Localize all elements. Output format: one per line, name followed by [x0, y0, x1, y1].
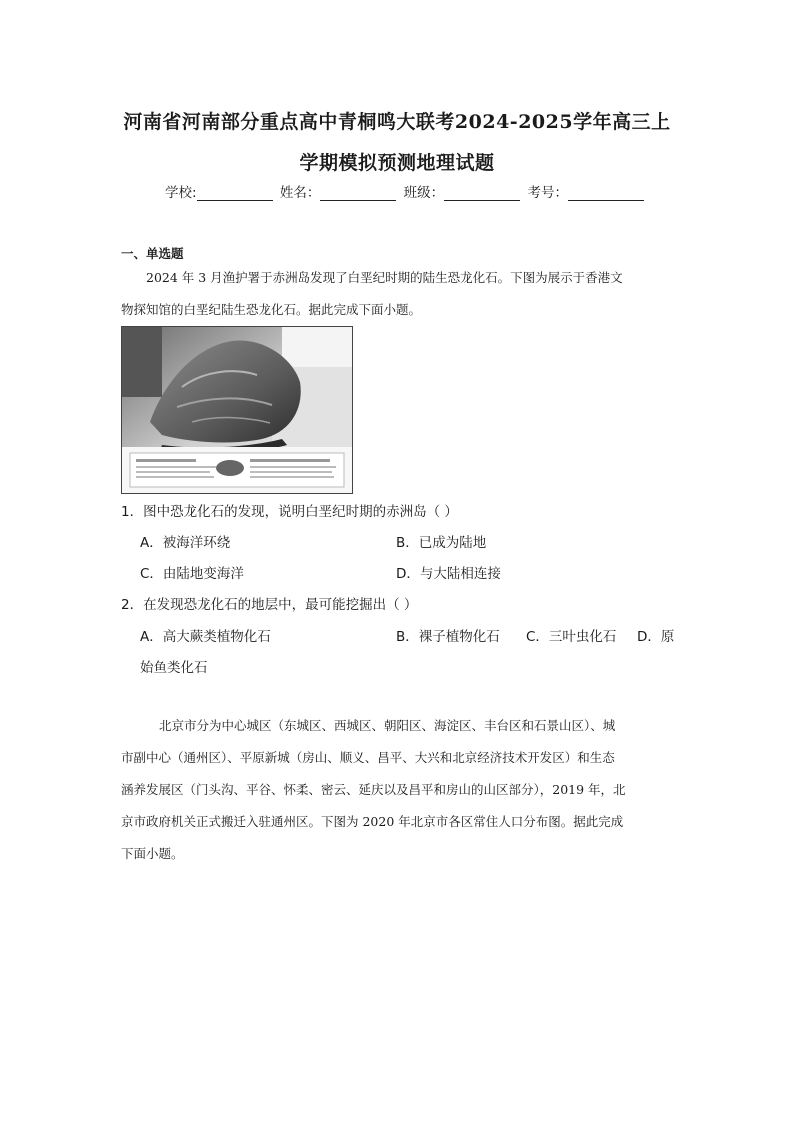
school-blank[interactable]: [197, 186, 273, 201]
number-blank[interactable]: [568, 186, 644, 201]
school-label: 学校:: [165, 185, 197, 201]
q2-option-d-continued: 始鱼类化石: [140, 660, 208, 676]
name-label: 姓名：: [279, 185, 321, 201]
q2-option-d[interactable]: D．原: [637, 629, 675, 645]
section-heading: 一、单选题: [121, 246, 184, 261]
q1-option-b[interactable]: B．已成为陆地: [396, 535, 487, 551]
passage-line: 市副中心（通州区）、平原新城（房山、顺义、昌平、大兴和北京经济技术开发区）和生态: [121, 750, 615, 765]
passage-line: 北京市分为中心城区（东城区、西城区、朝阳区、海淀区、丰台区和石景山区）、城: [159, 718, 616, 733]
name-blank[interactable]: [320, 186, 396, 201]
q1-option-d[interactable]: D．与大陆相连接: [396, 566, 501, 582]
student-info-row: [165, 181, 647, 201]
question-2-stem: 2．在发现恐龙化石的地层中，最可能挖掘出（ ）: [121, 597, 418, 613]
number-label: 考号：: [527, 185, 568, 201]
passage-line: 下面小题。: [121, 846, 184, 861]
passage-beijing: [121, 710, 681, 870]
question-1-stem: 1．图中恐龙化石的发现，说明白垩纪时期的赤洲岛（ ）: [121, 504, 458, 520]
exam-title-line2: 学期模拟预测地理试题: [299, 152, 495, 174]
q2-option-b[interactable]: B．裸子植物化石: [396, 629, 500, 645]
exam-title-line1: 河南省河南部分重点高中青桐鸣大联考2024-2025学年高三上: [123, 111, 671, 133]
passage-line: 2024 年 3 月渔护署于赤洲岛发现了白垩纪时期的陆生恐龙化石。下图为展示于香港文: [146, 270, 623, 285]
passage-dinosaur: [121, 262, 681, 326]
passage-line: 物探知馆的白垩纪陆生恐龙化石。据此完成下面小题。: [121, 302, 422, 317]
q1-option-c[interactable]: C．由陆地变海洋: [140, 566, 244, 582]
q2-option-a[interactable]: A．高大蕨类植物化石: [140, 629, 271, 645]
q1-option-a[interactable]: A．被海洋环绕: [140, 535, 231, 551]
class-label: 班级：: [403, 185, 445, 201]
dinosaur-fossil-photo: [121, 326, 353, 494]
q2-option-c[interactable]: C．三叶虫化石: [526, 629, 617, 645]
passage-line: 涵养发展区（门头沟、平谷、怀柔、密云、延庆以及昌平和房山的山区部分），2019 年，北: [121, 782, 626, 797]
class-blank[interactable]: [444, 186, 520, 201]
passage-line: 京市政府机关正式搬迁入驻通州区。下图为 2020 年北京市各区常住人口分布图。据此完成: [121, 814, 624, 829]
